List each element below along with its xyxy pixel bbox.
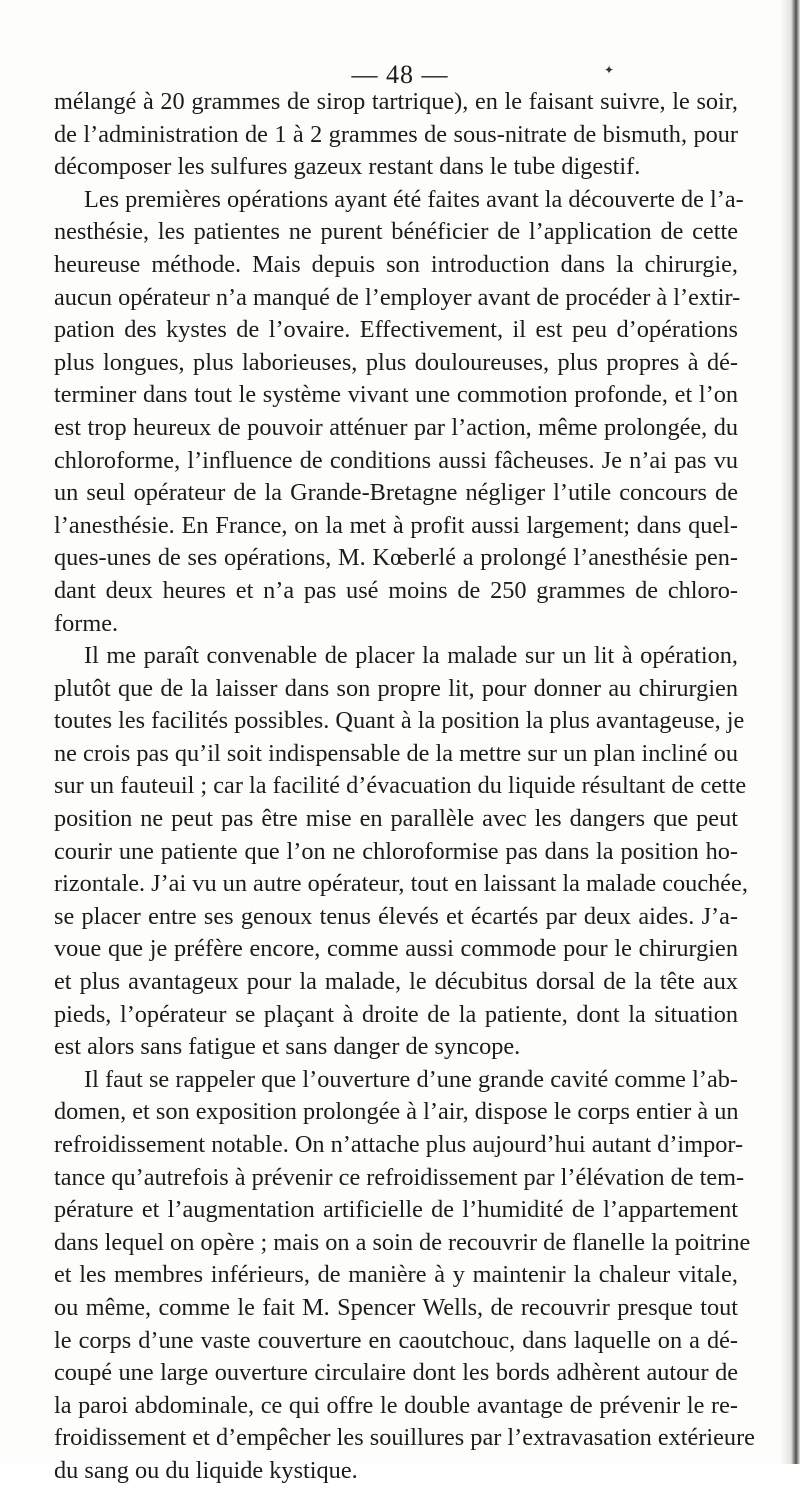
text-line: et les membres inférieurs, de manière à y maintenir la chaleur vitale,	[54, 1261, 738, 1289]
text-line: est alors sans fatigue et sans danger de syncope.	[54, 1033, 521, 1061]
text-line: rizontale. J’ai vu un autre opérateur, tout en laissant la malade couchée,	[54, 870, 748, 898]
text-line: ques-unes de ses opérations, M. Kœberlé a prolongé l’anesthésie pen-	[54, 544, 738, 572]
text-line: pérature et l’augmentation artificielle de l’humidité de l’appartement	[54, 1196, 738, 1224]
text-line: domen, et son exposition prolongée à l’air, dispose le corps entier à un	[54, 1098, 739, 1126]
text-line: froidissement et d’empêcher les souillures par l’extravasation extérieure	[54, 1424, 755, 1452]
text-line: courir une patiente que l’on ne chloroformise pas dans la position ho-	[54, 837, 738, 865]
text-line: est trop heureux de pouvoir atténuer par l’action, même prolongée, du	[54, 413, 738, 441]
ink-mark: ✦	[604, 63, 615, 77]
text-line: la paroi abdominale, ce qui offre le double avantage de prévenir le re-	[54, 1391, 738, 1419]
paragraph-start: Il faut se rappeler que l’ouverture d’une grande cavité comme l’ab-	[84, 1065, 738, 1093]
text-line: tance qu’autrefois à prévenir ce refroidissement par l’élévation de tem-	[54, 1163, 745, 1191]
text-line: de l’administration de 1 à 2 grammes de sous-nitrate de bismuth, pour	[54, 120, 738, 148]
text-line: chloroforme, l’influence de conditions aussi fâcheuses. Je n’ai pas vu	[54, 446, 738, 474]
text-line: le corps d’une vaste couverture en caoutchouc, dans laquelle on a dé-	[54, 1326, 738, 1354]
text-line: toutes les facilités possibles. Quant à la position la plus avantageuse, je	[54, 707, 745, 735]
text-line: nesthésie, les patientes ne purent bénéficier de l’application de cette	[54, 218, 738, 246]
text-line: l’anesthésie. En France, on la met à profit aussi largement; dans quel-	[54, 511, 738, 539]
text-line: dans lequel on opère ; mais on a soin de recouvrir de flanelle la poitrine	[54, 1228, 751, 1256]
text-line: décomposer les sulfures gazeux restant dans le tube digestif.	[54, 153, 641, 181]
text-line: se placer entre ses genoux tenus élevés et écartés par deux aides. J’a-	[54, 902, 738, 930]
text-line: voue que je préfère encore, comme aussi commode pour le chirurgien	[54, 935, 738, 963]
text-line: plus longues, plus laborieuses, plus douloureuses, plus propres à dé-	[54, 348, 738, 376]
text-line: forme.	[54, 609, 119, 637]
text-line: sur un fauteuil ; car la facilité d’évacuation du liquide résultant de cette	[54, 772, 747, 800]
text-line: un seul opérateur de la Grande-Bretagne négliger l’utile concours de	[54, 479, 738, 507]
text-line: ou même, comme le fait M. Spencer Wells, de recouvrir presque tout	[54, 1293, 738, 1321]
text-line: aucun opérateur n’a manqué de l’employer avant de procéder à l’extir-	[54, 283, 741, 311]
text-line: dant deux heures et n’a pas usé moins de 250 grammes de chloro-	[54, 576, 738, 604]
body-text	[54, 86, 755, 1488]
page-number: — 48 —	[351, 60, 449, 89]
text-line: et plus avantageux pour la malade, le décubitus dorsal de la tête aux	[54, 968, 738, 996]
text-line: refroidissement notable. On n’attache plus aujourd’hui autant d’impor-	[54, 1131, 744, 1158]
text-line: terminer dans tout le système vivant une commotion profonde, et l’on	[54, 381, 738, 409]
paragraph-start: Il me paraît convenable de placer la malade sur un lit à opération,	[84, 642, 738, 670]
text-line: coupé une large ouverture circulaire dont les bords adhèrent autour de	[54, 1359, 738, 1387]
text-line: heureuse méthode. Mais depuis son introduction dans la chirurgie,	[54, 250, 738, 278]
text-line: plutôt que de la laisser dans son propre lit, pour donner au chirurgien	[54, 674, 738, 702]
text-line: pieds, l’opérateur se plaçant à droite de la patiente, dont la situation	[54, 1000, 738, 1028]
page-edge-shadow	[780, 0, 800, 1464]
text-line: du sang ou du liquide kystique.	[54, 1456, 358, 1484]
paragraph-start: Les premières opérations ayant été faites avant la découverte de l’a-	[84, 185, 744, 213]
text-line: ne crois pas qu’il soit indispensable de la mettre sur un plan incliné ou	[54, 739, 738, 767]
text-line: mélangé à 20 grammes de sirop tartrique), en le faisant suivre, le soir,	[54, 88, 738, 115]
text-line: position ne peut pas être mise en parallèle avec les dangers que peut	[54, 805, 738, 833]
text-line: pation des kystes de l’ovaire. Effectivement, il est peu d’opérations	[54, 316, 738, 344]
